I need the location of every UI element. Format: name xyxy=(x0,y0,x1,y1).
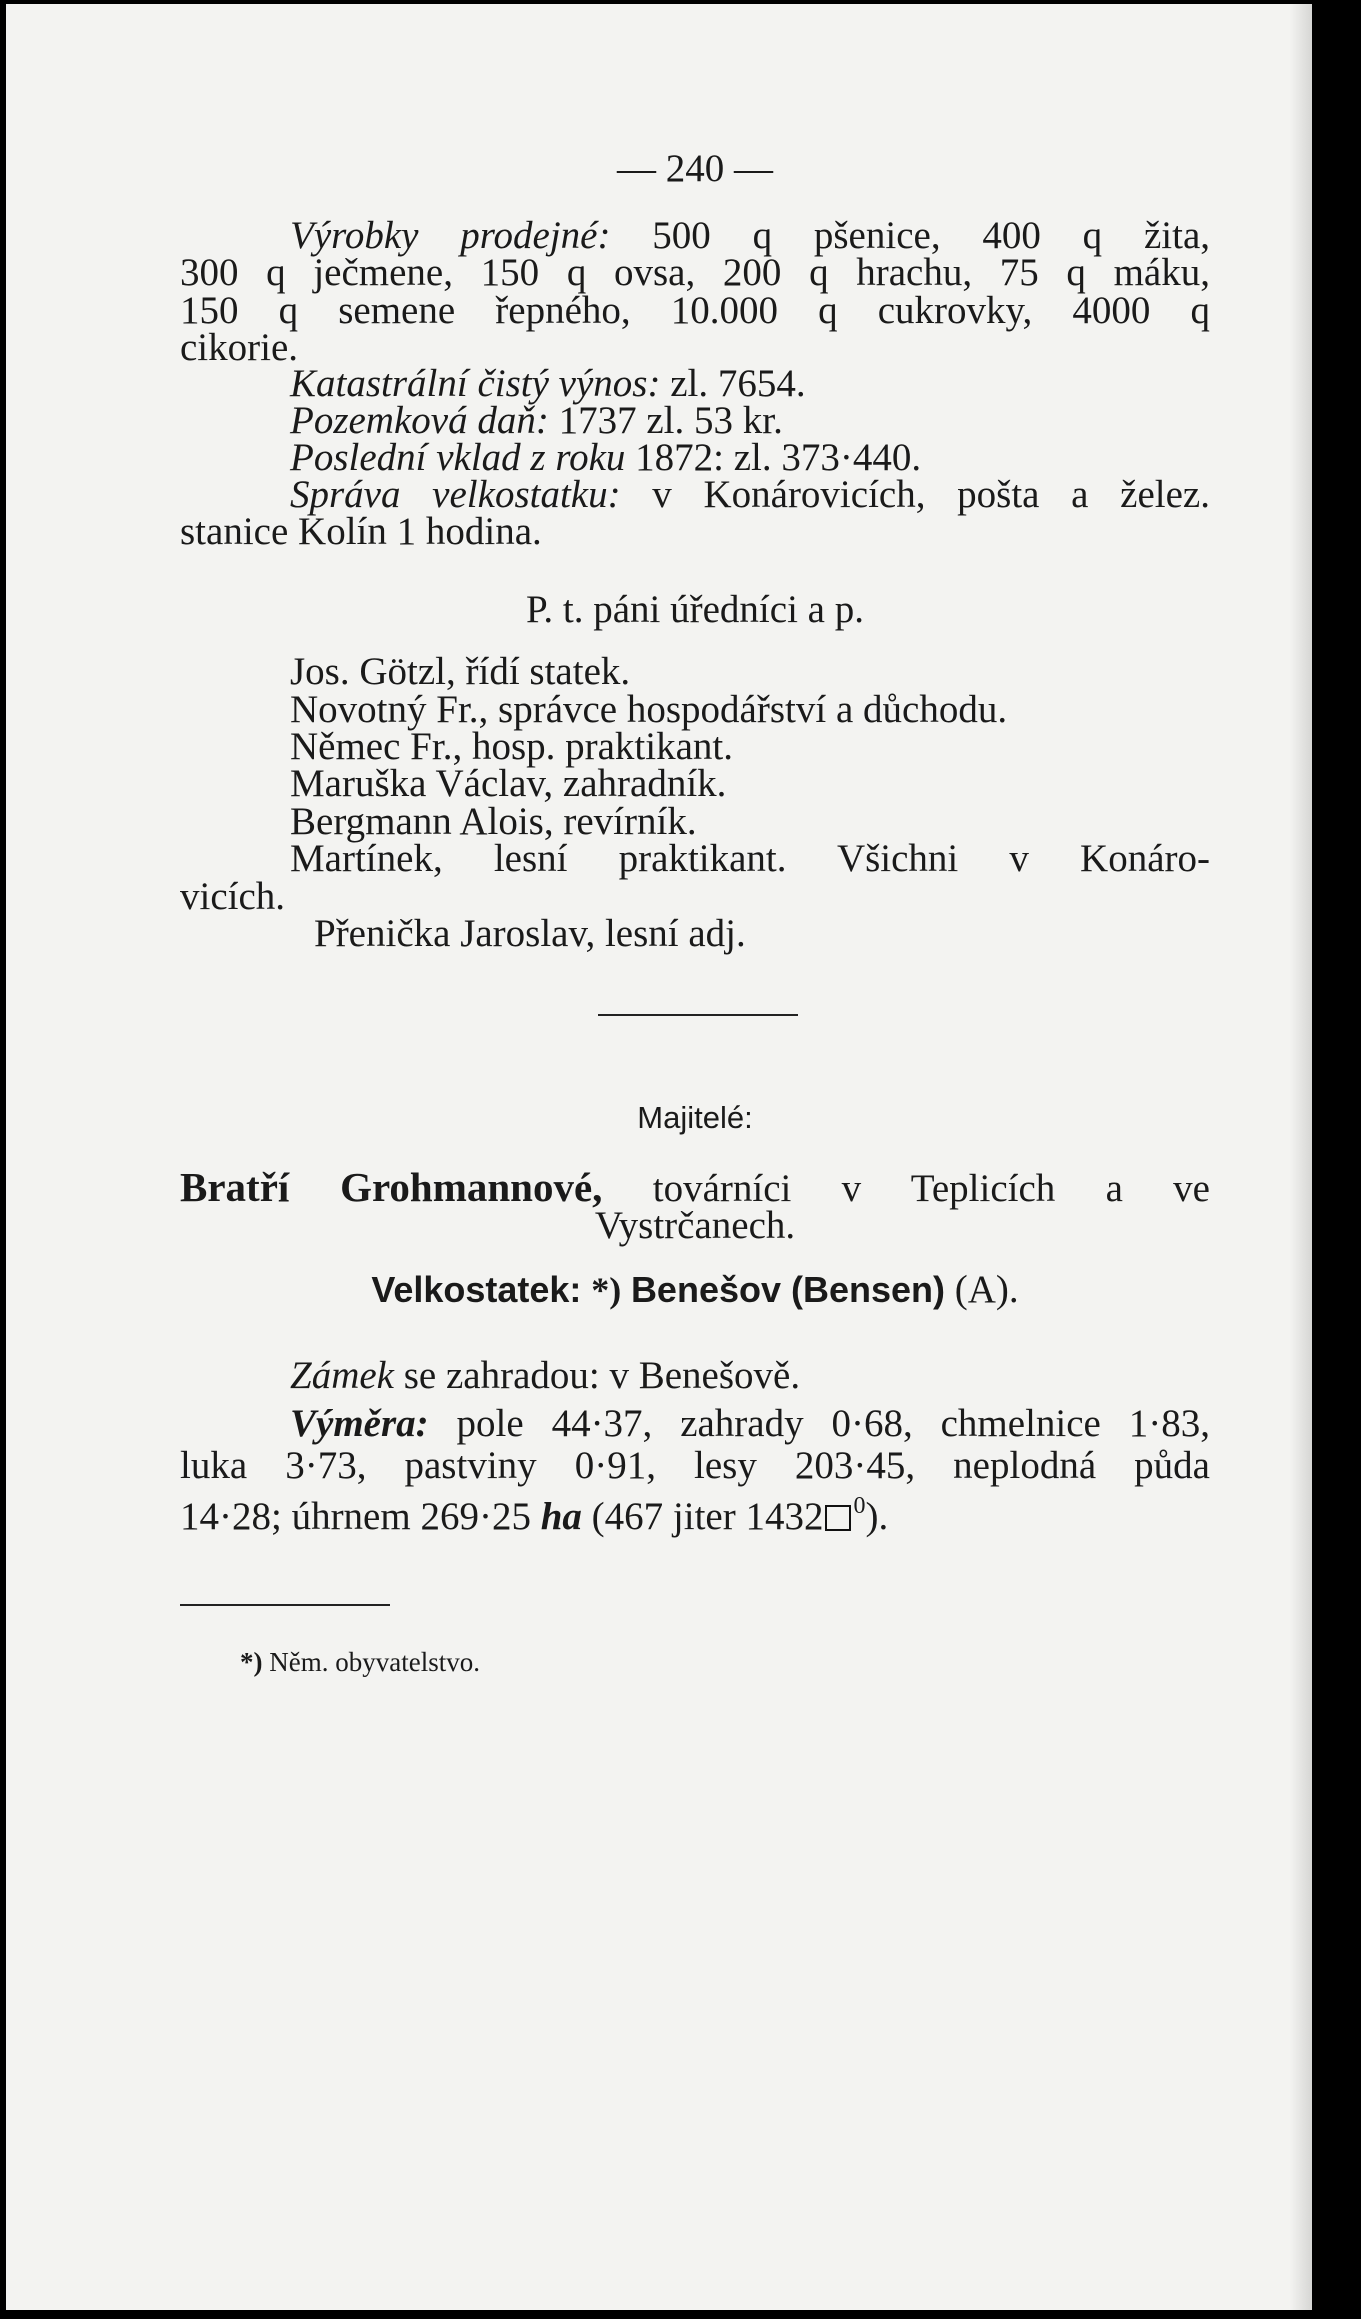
owners-line-2: Vystrčanech. xyxy=(594,1204,796,1247)
official-1: Jos. Götzl, řídí statek. xyxy=(290,650,631,693)
last-deposit-value: 1872: zl. 373·440. xyxy=(635,436,922,479)
production-line-2: 300 q ječmene, 150 q ovsa, 200 q hrachu, 75 q máku, xyxy=(180,251,1210,294)
official-2: Novotný Fr., správce hospodářství a důchodu. xyxy=(290,688,1008,731)
castle-text: se zahradou: v Benešově. xyxy=(403,1354,801,1397)
estate-label: Velkostatek: xyxy=(371,1269,582,1310)
estate-suffix: (A). xyxy=(954,1268,1019,1311)
production-line-3: 150 q semene řepného, 10.000 q cukrovky, 4000 q xyxy=(180,289,1210,332)
estate-heading xyxy=(180,1268,1210,1312)
degree-mark: 0 xyxy=(853,1493,866,1519)
owners-line-1-text: továrníci v Teplicích a ve xyxy=(652,1167,1210,1210)
area-label: Výměra: xyxy=(290,1402,429,1445)
cadastral-label: Katastrální čistý výnos: xyxy=(290,362,661,405)
page-number: — 240 — xyxy=(617,147,773,190)
administration-label: Správa velkostatku: xyxy=(290,473,621,516)
production-label: Výrobky prodejné: xyxy=(290,214,611,257)
section-divider xyxy=(598,1014,798,1016)
document-page xyxy=(6,4,1312,2310)
production-line-1-text: 500 q pšenice, 400 q žita, xyxy=(652,214,1211,257)
footnote-divider xyxy=(180,1604,390,1606)
cadastral-value: zl. 7654. xyxy=(670,362,806,405)
official-5: Bergmann Alois, revírník. xyxy=(290,800,697,843)
area-line-3 xyxy=(180,1485,1210,1538)
footnote-mark: *) xyxy=(240,1647,263,1677)
administration-line-1-text: v Konárovicích, pošta a želez. xyxy=(652,473,1210,516)
estate-name: Benešov (Bensen) xyxy=(630,1269,946,1310)
footnote-text: Něm. obyvatelstvo. xyxy=(269,1647,480,1677)
last-deposit-label: Poslední vklad z roku xyxy=(290,436,626,479)
official-3: Němec Fr., hosp. praktikant. xyxy=(290,725,733,768)
castle-line xyxy=(290,1354,1312,1397)
square-fathom-icon xyxy=(825,1505,851,1531)
owners-heading: Majitelé: xyxy=(637,1100,753,1135)
official-6-line-1: Martínek, lesní praktikant. Všichni v Konáro- xyxy=(290,837,1210,880)
production-line-4: cikorie. xyxy=(180,326,299,369)
area-unit: ha xyxy=(540,1495,582,1538)
estate-footnote-mark: *) xyxy=(591,1270,622,1310)
area-line-3-text: 14·28; úhrnem 269·25 xyxy=(180,1495,531,1538)
administration-line-2: stanice Kolín 1 hodina. xyxy=(180,510,542,553)
area-line-3-end: ). xyxy=(865,1495,889,1538)
owners-name: Bratří Grohmannové, xyxy=(180,1164,603,1210)
area-line-1 xyxy=(290,1402,1210,1445)
land-tax-value: 1737 zl. 53 kr. xyxy=(558,399,783,442)
area-line-3-jiter: (467 jiter 1432 xyxy=(591,1495,824,1538)
area-line-1-text: pole 44·37, zahrady 0·68, chmelnice 1·83, xyxy=(456,1402,1210,1445)
official-4: Maruška Václav, zahradník. xyxy=(290,762,727,805)
area-line-2: luka 3·73, pastviny 0·91, lesy 203·45, neplodná půda xyxy=(180,1444,1210,1487)
officials-heading: P. t. páni úředníci a p. xyxy=(526,588,864,631)
official-6-line-2: vicích. xyxy=(180,875,286,918)
footnote xyxy=(240,1647,1270,1677)
land-tax-label: Pozemková daň: xyxy=(290,399,549,442)
official-7: Přenička Jaroslav, lesní adj. xyxy=(314,912,746,955)
castle-label: Zámek xyxy=(290,1354,394,1397)
